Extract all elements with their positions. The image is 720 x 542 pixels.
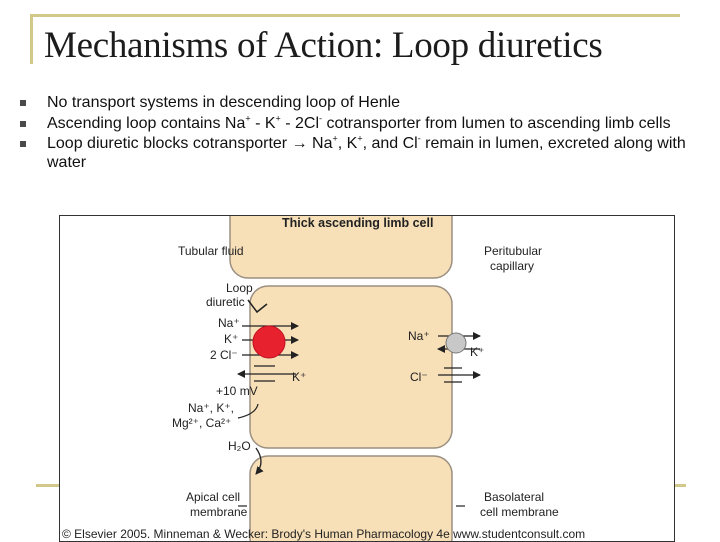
na-k-pump-icon — [446, 333, 466, 353]
superscript: + — [245, 113, 251, 124]
bullet-text: - K — [250, 114, 276, 132]
figure-credit: © Elsevier 2005. Minneman & Wecker: Brody's Human Pharmacology 4e www.studentconsult.com — [62, 527, 586, 541]
superscript: + — [357, 133, 363, 144]
bullet-text: cotransporter from lumen to ascending limb cells — [322, 114, 671, 132]
bullet-text: Ascending loop contains Na — [47, 114, 246, 132]
bullet-text: , K — [337, 135, 358, 152]
figure-header: Thick ascending limb cell — [282, 216, 434, 230]
superscript: - — [417, 133, 421, 144]
bullet-item — [20, 94, 710, 113]
bullet-text: remain in lumen, excreted along with water — [47, 135, 686, 171]
square-bullet-icon — [20, 121, 26, 127]
apical-label-1: Apical cell — [186, 490, 241, 504]
apical-label-2: membrane — [190, 505, 248, 519]
cl-left-label: 2 Cl⁻ — [210, 348, 238, 362]
k-left-label: K⁺ — [224, 332, 239, 346]
cations-label-2: Mg²⁺, Ca²⁺ — [172, 416, 232, 430]
bullet-text: Loop diuretic blocks cotransporter — [47, 135, 292, 152]
title-accent-vertical — [30, 14, 33, 64]
cations-label-1: Na⁺, K⁺, — [188, 401, 235, 415]
na-right-label: Na⁺ — [408, 329, 430, 343]
superscript: - — [319, 113, 323, 124]
loop-diuretic-label-2: diuretic — [206, 295, 245, 309]
voltage-label: +10 mV — [216, 384, 258, 398]
water-label: H₂O — [228, 439, 251, 453]
square-bullet-icon — [20, 100, 26, 106]
peritubular-label-2: capillary — [490, 259, 535, 273]
bullet-item — [20, 115, 710, 134]
baso-label-2: cell membrane — [480, 505, 559, 519]
tubular-fluid-label: Tubular fluid — [178, 244, 244, 258]
na-left-label: Na⁺ — [218, 316, 240, 330]
bullet-text: , and Cl — [362, 135, 418, 152]
bullet-list — [20, 94, 710, 174]
peritubular-label-1: Peritubular — [484, 244, 543, 258]
square-bullet-icon — [20, 141, 26, 147]
diagram-frame — [59, 215, 675, 542]
k-channel-label: K⁺ — [292, 370, 307, 384]
cl-right-label: Cl⁻ — [410, 370, 428, 384]
slide-title: Mechanisms of Action: Loop diuretics — [44, 25, 603, 66]
superscript: + — [275, 113, 281, 124]
diagram-svg — [60, 216, 674, 541]
title-accent-horizontal — [30, 14, 680, 17]
bullet-item — [20, 135, 710, 172]
bullet-text: Na — [307, 135, 333, 152]
bullet-text: - 2Cl — [280, 114, 320, 132]
k-right-label: K⁺ — [470, 345, 485, 359]
baso-label-1: Basolateral — [484, 490, 545, 504]
superscript: + — [332, 133, 338, 144]
bullet-text: No transport systems in descending loop of Henle — [47, 94, 401, 111]
cotransporter-blocked-icon — [253, 326, 285, 358]
right-arrow-icon: → — [291, 135, 308, 152]
middle-cell — [250, 286, 452, 448]
loop-diuretic-label-1: Loop — [226, 281, 253, 295]
